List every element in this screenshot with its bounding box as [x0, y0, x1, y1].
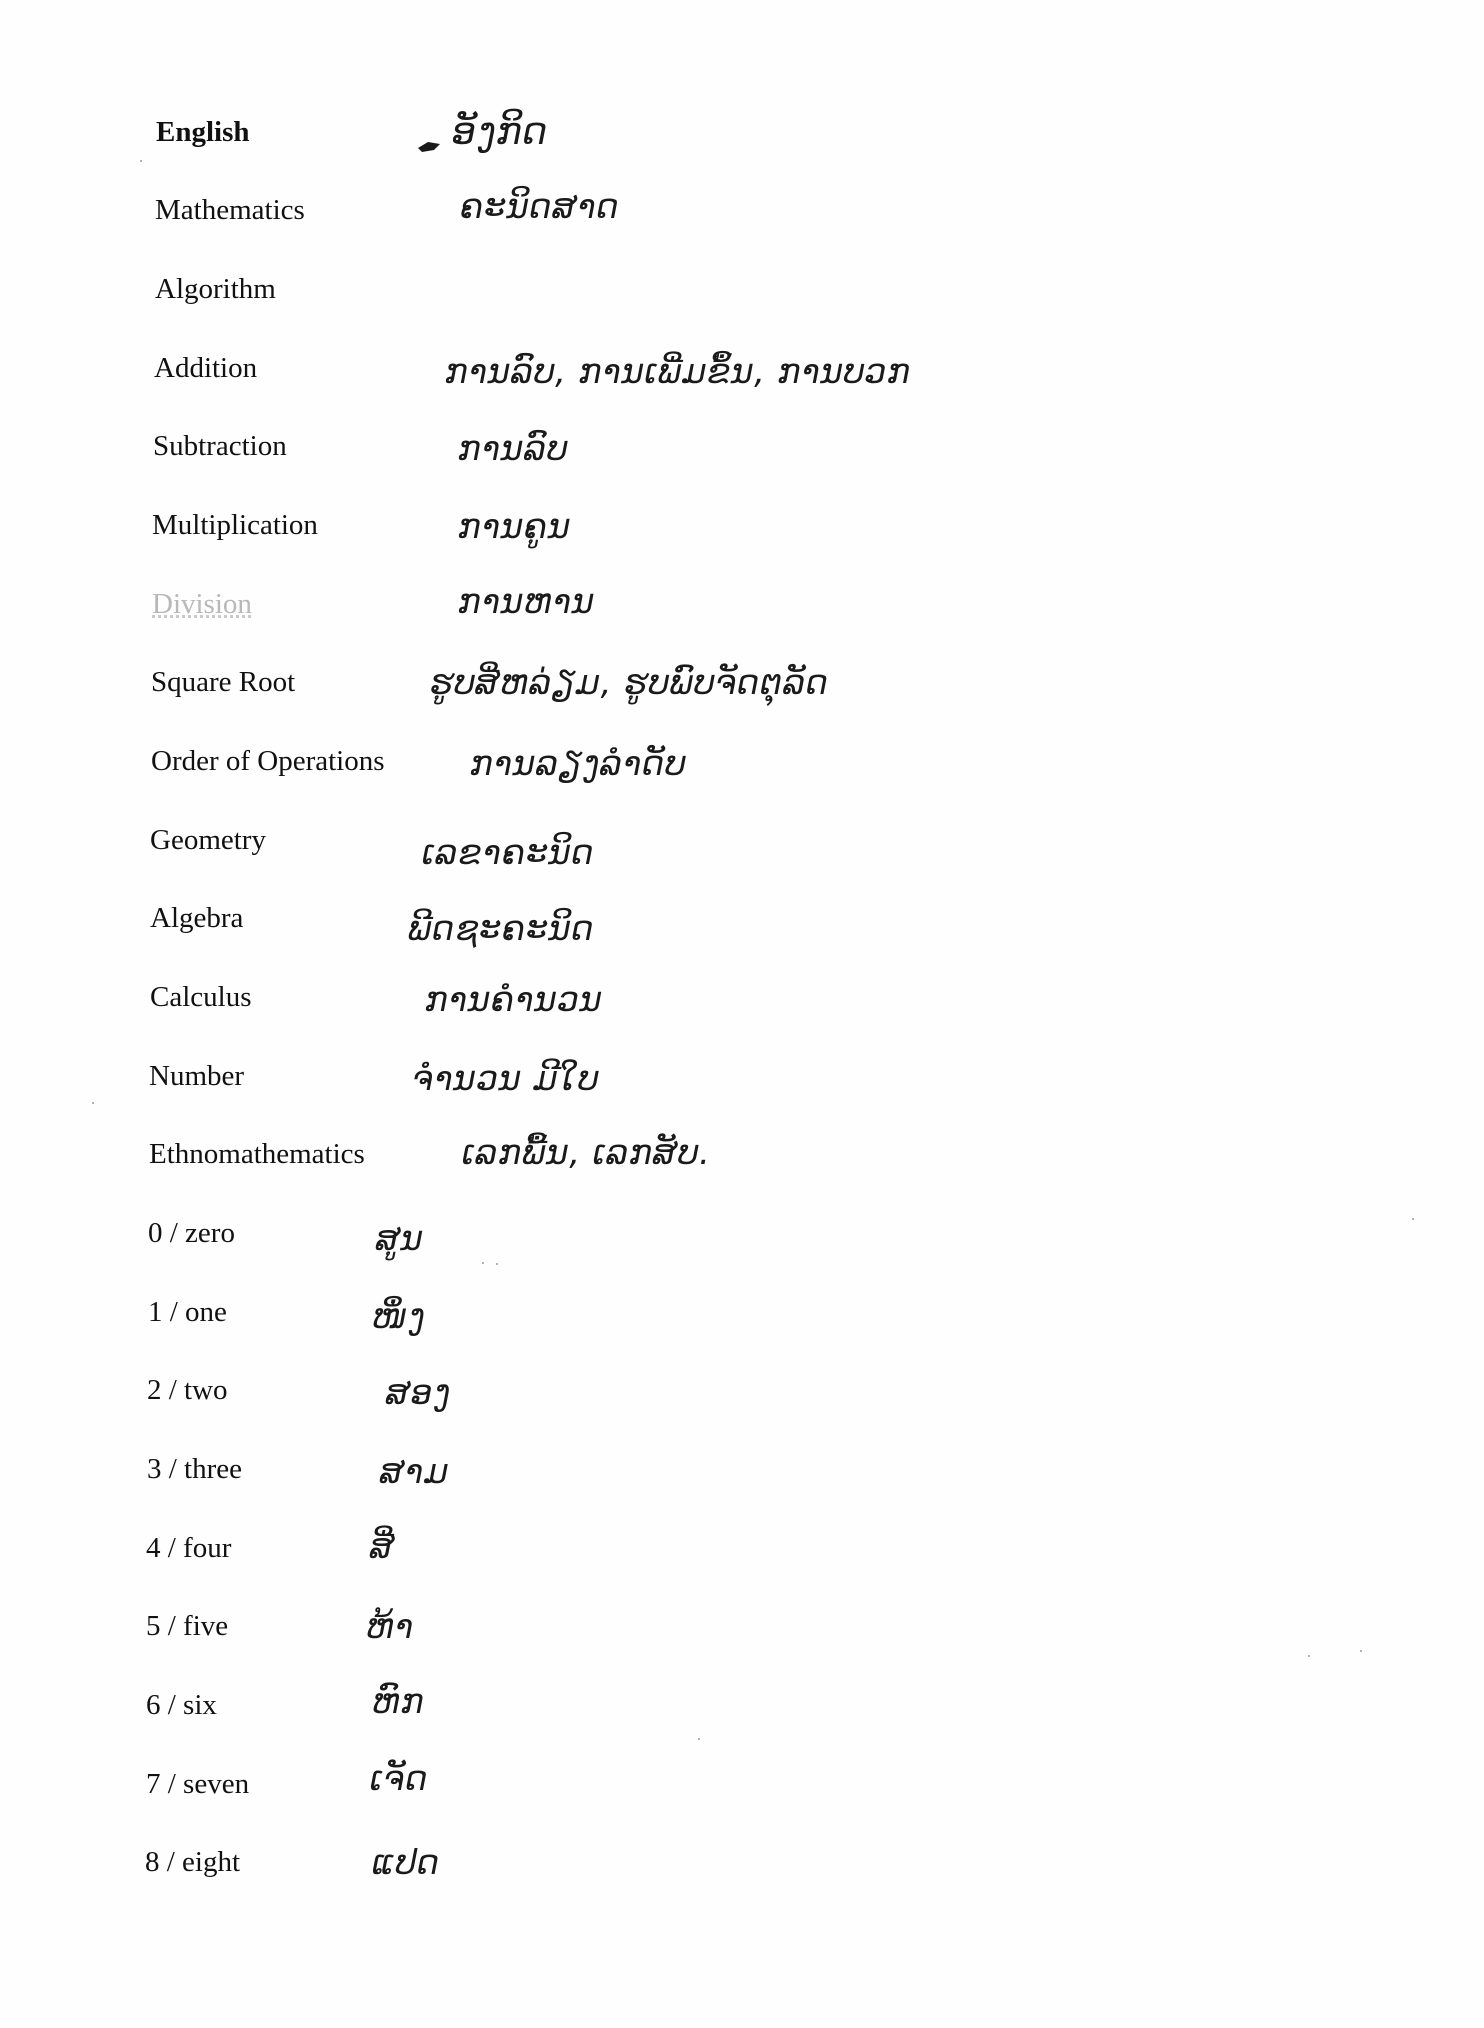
scan-speck — [1412, 1218, 1414, 1220]
term-geometry: Geometry — [150, 824, 266, 856]
translation-five: ຫ້າ — [366, 1607, 415, 1647]
scan-speck — [1360, 1650, 1362, 1652]
scan-speck — [140, 160, 142, 162]
translation-algebra: ພີດຊະຄະນິດ — [408, 909, 595, 949]
translation-english: ອັງກິດ — [452, 109, 549, 153]
term-algorithm: Algorithm — [155, 273, 276, 305]
term-three: 3 / three — [147, 1453, 243, 1485]
term-eight: 8 / eight — [145, 1846, 241, 1878]
scan-speck — [496, 1263, 498, 1265]
translation-one: ໜຶ່ງ — [372, 1297, 426, 1337]
scan-speck — [92, 1102, 94, 1104]
term-subtraction: Subtraction — [153, 430, 287, 462]
translation-division: ການຫານ — [458, 582, 595, 622]
term-division: Division — [152, 588, 252, 620]
scan-speck — [1308, 1655, 1310, 1657]
translation-number: ຈໍານວນ ມີໃບ — [412, 1059, 600, 1099]
term-two: 2 / two — [147, 1374, 228, 1406]
translation-seven: ເຈັດ — [370, 1759, 429, 1799]
translation-addition: ການລົບ, ການເພີ່ມຂຶ້ນ, ການບວກ — [445, 352, 912, 392]
term-order-of-operations: Order of Operations — [151, 745, 385, 777]
scan-speck — [698, 1738, 700, 1740]
term-six: 6 / six — [146, 1689, 217, 1721]
translation-geometry: ເລຂາຄະນິດ — [422, 833, 595, 873]
term-five: 5 / five — [146, 1610, 229, 1642]
term-multiplication: Multiplication — [152, 509, 318, 541]
translation-square-root: ຮູບສີ່ຫລ່ຽມ, ຮູບພົບຈັດຕຸລັດ — [430, 663, 829, 703]
term-ethnomathematics: Ethnomathematics — [149, 1138, 365, 1170]
term-mathematics: Mathematics — [155, 194, 305, 226]
term-seven: 7 / seven — [146, 1768, 250, 1800]
term-number: Number — [149, 1060, 245, 1092]
term-english: English — [156, 116, 250, 148]
term-algebra: Algebra — [150, 902, 244, 934]
term-calculus: Calculus — [150, 981, 252, 1013]
translation-zero: ສູນ — [376, 1219, 424, 1259]
translation-ethnomathematics: ເລກພື້ນ, ເລກສັບ. — [462, 1133, 711, 1173]
scan-speck — [482, 1262, 484, 1264]
term-square-root: Square Root — [151, 666, 296, 698]
translation-calculus: ການຄໍານວນ — [425, 980, 603, 1020]
translation-subtraction: ການລົບ — [458, 429, 569, 469]
term-four: 4 / four — [146, 1532, 232, 1564]
translation-two: ສອງ — [386, 1373, 451, 1413]
translation-four: ສີ່ — [370, 1527, 395, 1567]
term-addition: Addition — [154, 352, 258, 384]
translation-order-of-operations: ການລຽງລໍາດັບ — [470, 744, 687, 784]
ink-mark-icon — [414, 136, 444, 156]
translation-six: ຫົກ — [372, 1682, 425, 1722]
translation-three: ສາມ — [380, 1452, 450, 1492]
term-one: 1 / one — [148, 1296, 227, 1328]
translation-eight: ແປດ — [372, 1843, 441, 1883]
translation-mathematics: ຄະນິດສາດ — [460, 187, 620, 227]
term-zero: 0 / zero — [148, 1217, 235, 1249]
translation-multiplication: ການຄູນ — [458, 507, 572, 547]
